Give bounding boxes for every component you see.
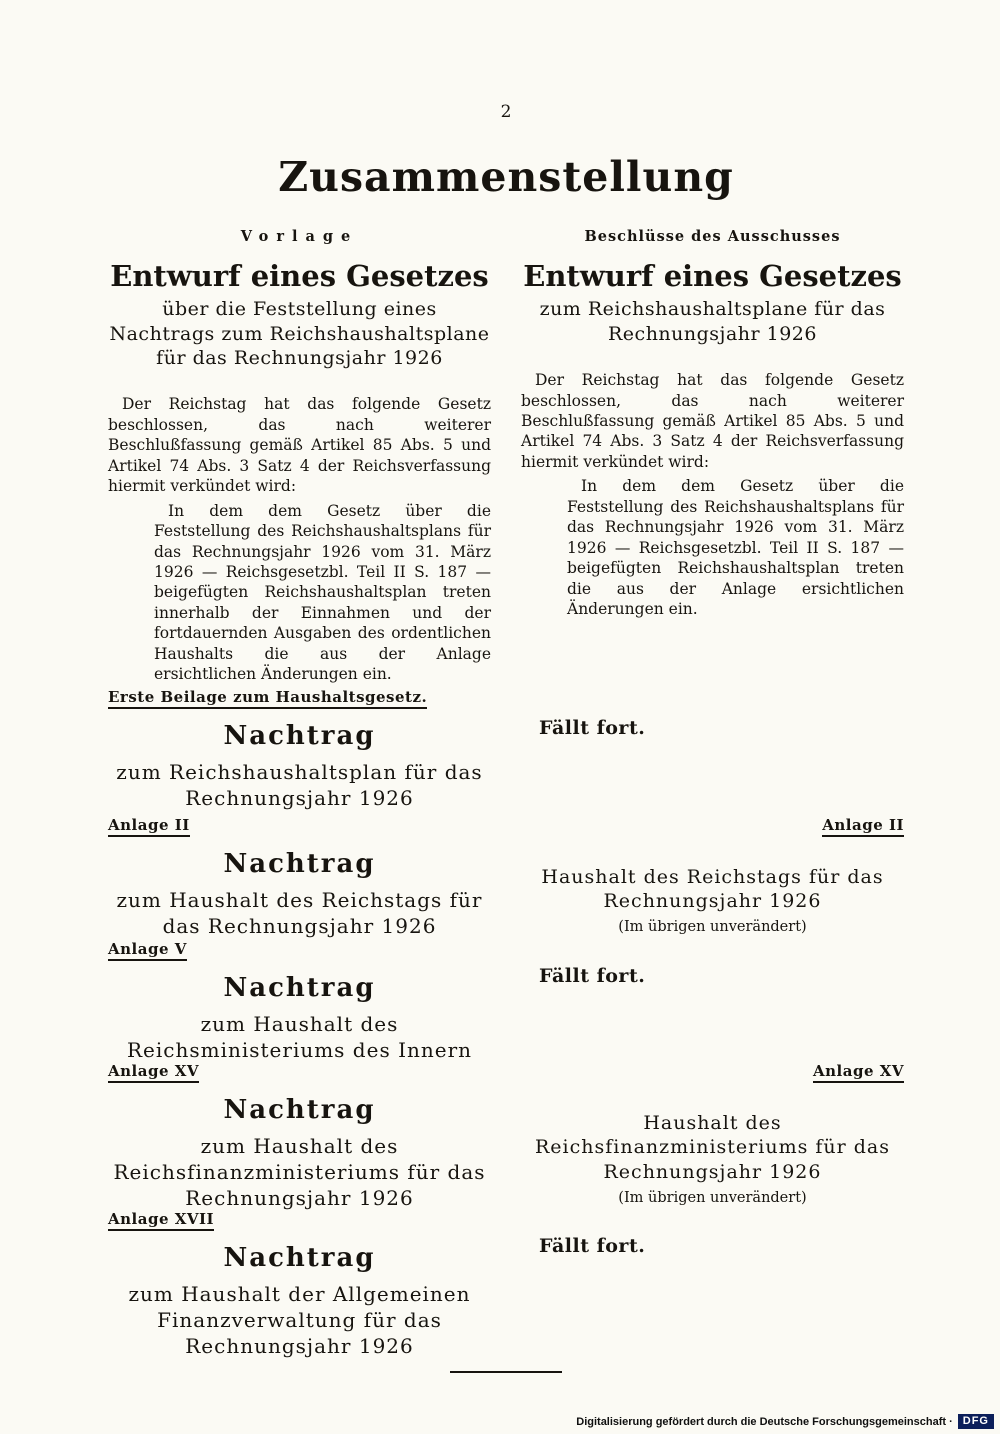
right-law-subheading: zum Reichshaushaltsplane für das Rechnungsjahr 1926 — [539, 298, 886, 345]
page-number: 2 — [500, 102, 512, 122]
section-label-wrap — [108, 941, 491, 961]
column-headers — [108, 228, 904, 245]
section-note: (Im übrigen unverändert) — [618, 1189, 807, 1206]
faellt-fort-note: Fällt fort. — [539, 964, 646, 987]
section-label: Anlage XV — [813, 1064, 904, 1083]
section-note: (Im übrigen unverändert) — [618, 919, 807, 936]
section-label-wrap — [108, 817, 491, 837]
end-rule — [450, 1371, 562, 1373]
right-section-anlage-xv — [521, 1063, 904, 1211]
section-body: zum Haushalt der Allgemeinen Finanzverwaltung für das Rechnungsjahr 1926 — [128, 1281, 471, 1358]
left-law-block — [108, 261, 491, 689]
section-body: Haushalt des Reichsfinanzministeriums für das Rechnungsjahr 1926 — [534, 1111, 891, 1184]
dfg-logo: DFG — [958, 1414, 994, 1429]
right-paragraph-2: In dem dem Gesetz über die Feststellung des Reichshaushaltsplans für das Rechnungsjahr 1926 vom 31. März 1926 — Reichsgesetzbl. Teil II S. 187 — beigefügten Reichshaushaltsplan treten die aus der Anlage ersichtlichen Änderungen ein. — [567, 477, 904, 619]
section-heading: Nachtrag — [223, 848, 376, 879]
column-header-vorlage: Vorlage — [240, 228, 359, 245]
comparison-grid — [108, 261, 904, 1361]
section-label-wrap — [108, 1211, 491, 1231]
left-section-anlage-xv — [108, 1063, 491, 1211]
section-label: Anlage V — [108, 942, 187, 961]
right-law-heading: Entwurf eines Gesetzes — [523, 259, 902, 293]
section-body: zum Haushalt des Reichstags für das Rechnungsjahr 1926 — [116, 887, 483, 938]
section-label: Anlage II — [822, 818, 904, 837]
section-body: zum Haushalt des Reichsfinanzministeriums für das Rechnungsjahr 1926 — [113, 1133, 486, 1210]
section-label: Erste Beilage zum Haushaltsgesetz. — [108, 690, 427, 709]
section-label-wrap — [108, 1063, 491, 1083]
digitization-credit: Digitalisierung gefördert durch die Deutsche Forschungsgemeinschaft · — [576, 1415, 953, 1428]
right-section-anlage-ii — [521, 817, 904, 941]
section-label: Anlage II — [108, 818, 190, 837]
section-label-wrap — [521, 1063, 904, 1083]
section-heading: Nachtrag — [223, 1242, 376, 1273]
faellt-fort-note: Fällt fort. — [539, 1234, 646, 1257]
left-section-erste-beilage — [108, 689, 491, 817]
right-paragraph-1: Der Reichstag hat das folgende Gesetz beschlossen, das nach weiterer Beschlußfassung gemäß Artikel 85 Abs. 5 und Artikel 74 Abs. 3 Satz 4 der Reichsverfassung hiermit verkündet wird: — [521, 371, 904, 471]
faellt-fort-note: Fällt fort. — [539, 716, 646, 739]
section-heading: Nachtrag — [223, 972, 376, 1003]
left-paragraph-2: In dem dem Gesetz über die Feststellung des Reichshaushaltsplans für das Rechnungsjahr 1926 vom 31. März 1926 — Reichsgesetzbl. Teil II S. 187 — beigefügten Reichshaushaltsplan treten innerhalb der Einnahmen und der fortdauernden Ausgaben des ordentlichen Haushalts die aus der Anlage ersichtlichen Änderungen ein. — [154, 501, 491, 684]
left-section-anlage-xvii — [108, 1211, 491, 1361]
left-section-anlage-v — [108, 941, 491, 1063]
digitization-footer — [576, 1414, 994, 1429]
left-law-heading: Entwurf eines Gesetzes — [110, 259, 489, 293]
left-law-subheading: über die Feststellung eines Nachtrags zum Reichshaushaltsplane für das Rechnungsjahr 1926 — [109, 298, 490, 370]
section-heading: Nachtrag — [223, 720, 376, 751]
section-label: Anlage XVII — [108, 1212, 214, 1231]
left-section-anlage-ii — [108, 817, 491, 941]
right-section-erste-beilage — [521, 689, 904, 817]
right-law-block — [521, 261, 904, 689]
right-section-anlage-v — [521, 941, 904, 1063]
section-heading: Nachtrag — [223, 1094, 376, 1125]
section-body: Haushalt des Reichstags für das Rechnungsjahr 1926 — [541, 865, 884, 913]
section-body: zum Reichshaushaltsplan für das Rechnungsjahr 1926 — [116, 759, 483, 810]
section-body: zum Haushalt des Reichsministeriums des Innern — [126, 1011, 473, 1062]
column-header-beschluesse: Beschlüsse des Ausschusses — [584, 228, 841, 245]
right-section-anlage-xvii — [521, 1211, 904, 1361]
left-paragraph-1: Der Reichstag hat das folgende Gesetz beschlossen, das nach weiterer Beschlußfassung gemäß Artikel 85 Abs. 5 und Artikel 74 Abs. 3 Satz 4 der Reichsverfassung hiermit verkündet wird: — [108, 395, 491, 496]
section-label-wrap — [108, 689, 491, 709]
section-label-wrap — [521, 817, 904, 837]
page-title: Zusammenstellung — [278, 153, 734, 201]
section-label: Anlage XV — [108, 1064, 199, 1083]
